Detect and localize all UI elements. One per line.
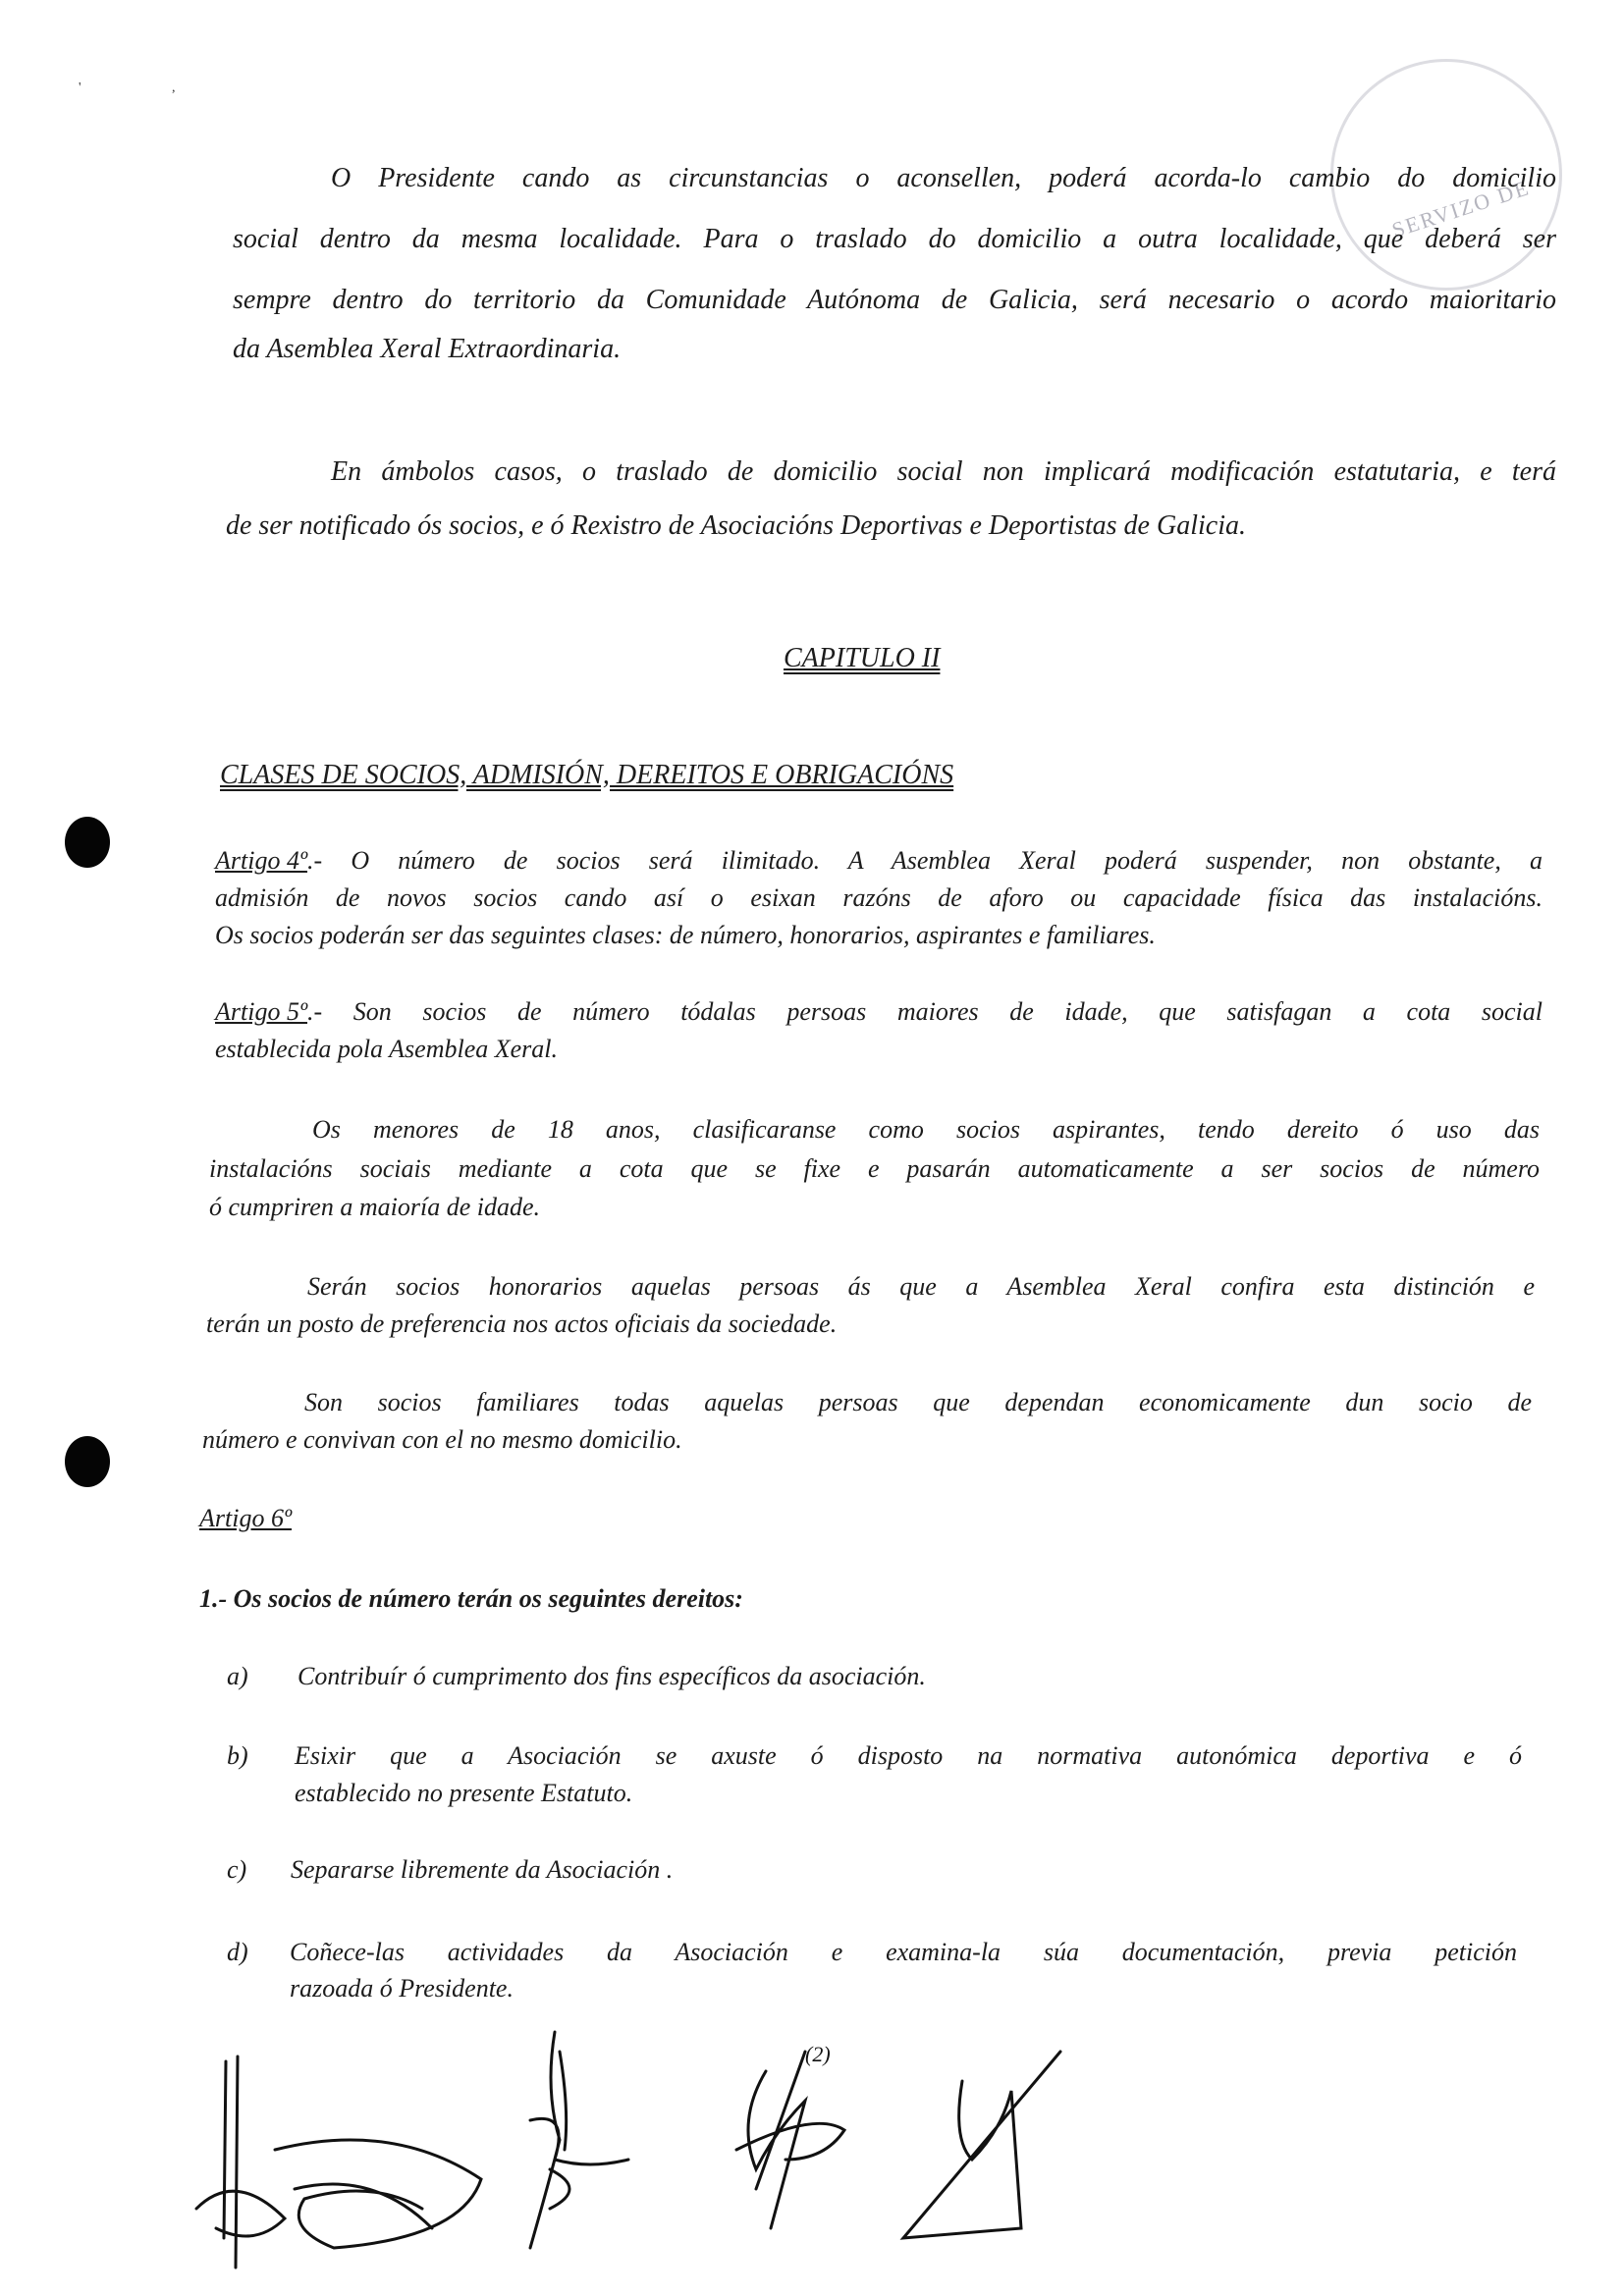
text-line: Son socios familiares todas aquelas persoas que dependan economicamente dun socio de	[304, 1388, 1532, 1416]
list-marker: c)	[227, 1855, 247, 1884]
text-line: admisión de novos socios cando así o esixan razóns de aforo ou capacidade física das instalacións.	[215, 883, 1543, 912]
signature-2	[530, 2032, 628, 2248]
punch-hole	[65, 817, 110, 868]
artigo-5-label: Artigo 5º	[215, 997, 308, 1026]
list-item-text: establecido no presente Estatuto.	[295, 1779, 633, 1807]
signatures	[177, 2012, 1119, 2296]
artigo-5-line	[215, 997, 1543, 1027]
artigo-6-label: Artigo 6º	[199, 1504, 293, 1532]
text-line: establecida pola Asemblea Xeral.	[215, 1035, 559, 1063]
list-item-text: Contribuír ó cumprimento dos fins específicos da asociación.	[298, 1662, 926, 1690]
text-line: da Asemblea Xeral Extraordinaria.	[233, 334, 622, 364]
list-item-text: Esixir que a Asociación se axuste ó disposto na normativa autonómica deportiva e ó	[295, 1741, 1522, 1770]
chapter-subtitle: CLASES DE SOCIOS, ADMISIÓN, DEREITOS E OBRIGACIÓNS	[220, 760, 954, 790]
artigo-4-line	[215, 846, 1543, 876]
text-line: terán un posto de preferencia nos actos oficiais da sociedade.	[206, 1309, 838, 1338]
scan-mark: ,	[172, 80, 176, 95]
signature-4	[903, 2052, 1060, 2238]
chapter-title: CAPITULO II	[784, 643, 941, 673]
text-line: de ser notificado ós socios, e ó Rexistro de Asociacións Deportivas e Deportistas de Galicia.	[226, 510, 1246, 541]
punch-hole	[65, 1436, 110, 1487]
list-item-text: Coñece-las actividades da Asociación e examina-la súa documentación, previa petición	[290, 1938, 1517, 1966]
list-item-text: razoada ó Presidente.	[290, 1974, 514, 2002]
artigo-6-heading: 1.- Os socios de número terán os seguintes dereitos:	[199, 1584, 743, 1613]
text-line: ó cumpriren a maioría de idade.	[209, 1193, 540, 1221]
text-line: sempre dentro do territorio da Comunidade Autónoma de Galicia, será necesario o acordo maioritario	[233, 285, 1556, 315]
text-line: social dentro da mesma localidade. Para o traslado do domicilio a outra localidade, que deberá ser	[233, 224, 1556, 254]
scan-mark: '	[79, 80, 81, 95]
stamp-text: SERVIZO DE	[1388, 175, 1534, 242]
text-line: .- O número de socios será ilimitado. A Asemblea Xeral poderá suspender, non obstante, a	[307, 846, 1543, 875]
signature-note: (2)	[805, 2042, 831, 2066]
list-marker: d)	[227, 1938, 248, 1966]
text-line: Os socios poderán ser das seguintes clases: de número, honorarios, aspirantes e familiares.	[215, 921, 1156, 949]
text-line: número e convivan con el no mesmo domicilio.	[202, 1425, 682, 1454]
text-line: O Presidente cando as circunstancias o aconsellen, poderá acorda-lo cambio do domicilio	[331, 163, 1556, 193]
list-marker: a)	[227, 1662, 248, 1690]
text-line: Serán socios honorarios aquelas persoas ás que a Asemblea Xeral confira esta distinción e	[307, 1272, 1535, 1301]
list-item-text: Separarse libremente da Asociación .	[291, 1855, 674, 1884]
text-line: instalacións sociais mediante a cota que se fixe e pasarán automaticamente a ser socios de número	[209, 1154, 1540, 1183]
text-line: Os menores de 18 anos, clasificaranse como socios aspirantes, tendo dereito ó uso das	[312, 1115, 1540, 1144]
artigo-4-label: Artigo 4º	[215, 846, 308, 875]
signature-1	[196, 2056, 481, 2268]
signature-3	[736, 2052, 844, 2228]
list-marker: b)	[227, 1741, 248, 1770]
text-line: .- Son socios de número tódalas persoas maiores de idade, que satisfagan a cota social	[307, 997, 1543, 1026]
text-line: En ámbolos casos, o traslado de domicilio social non implicará modificación estatutaria, e terá	[331, 456, 1556, 487]
